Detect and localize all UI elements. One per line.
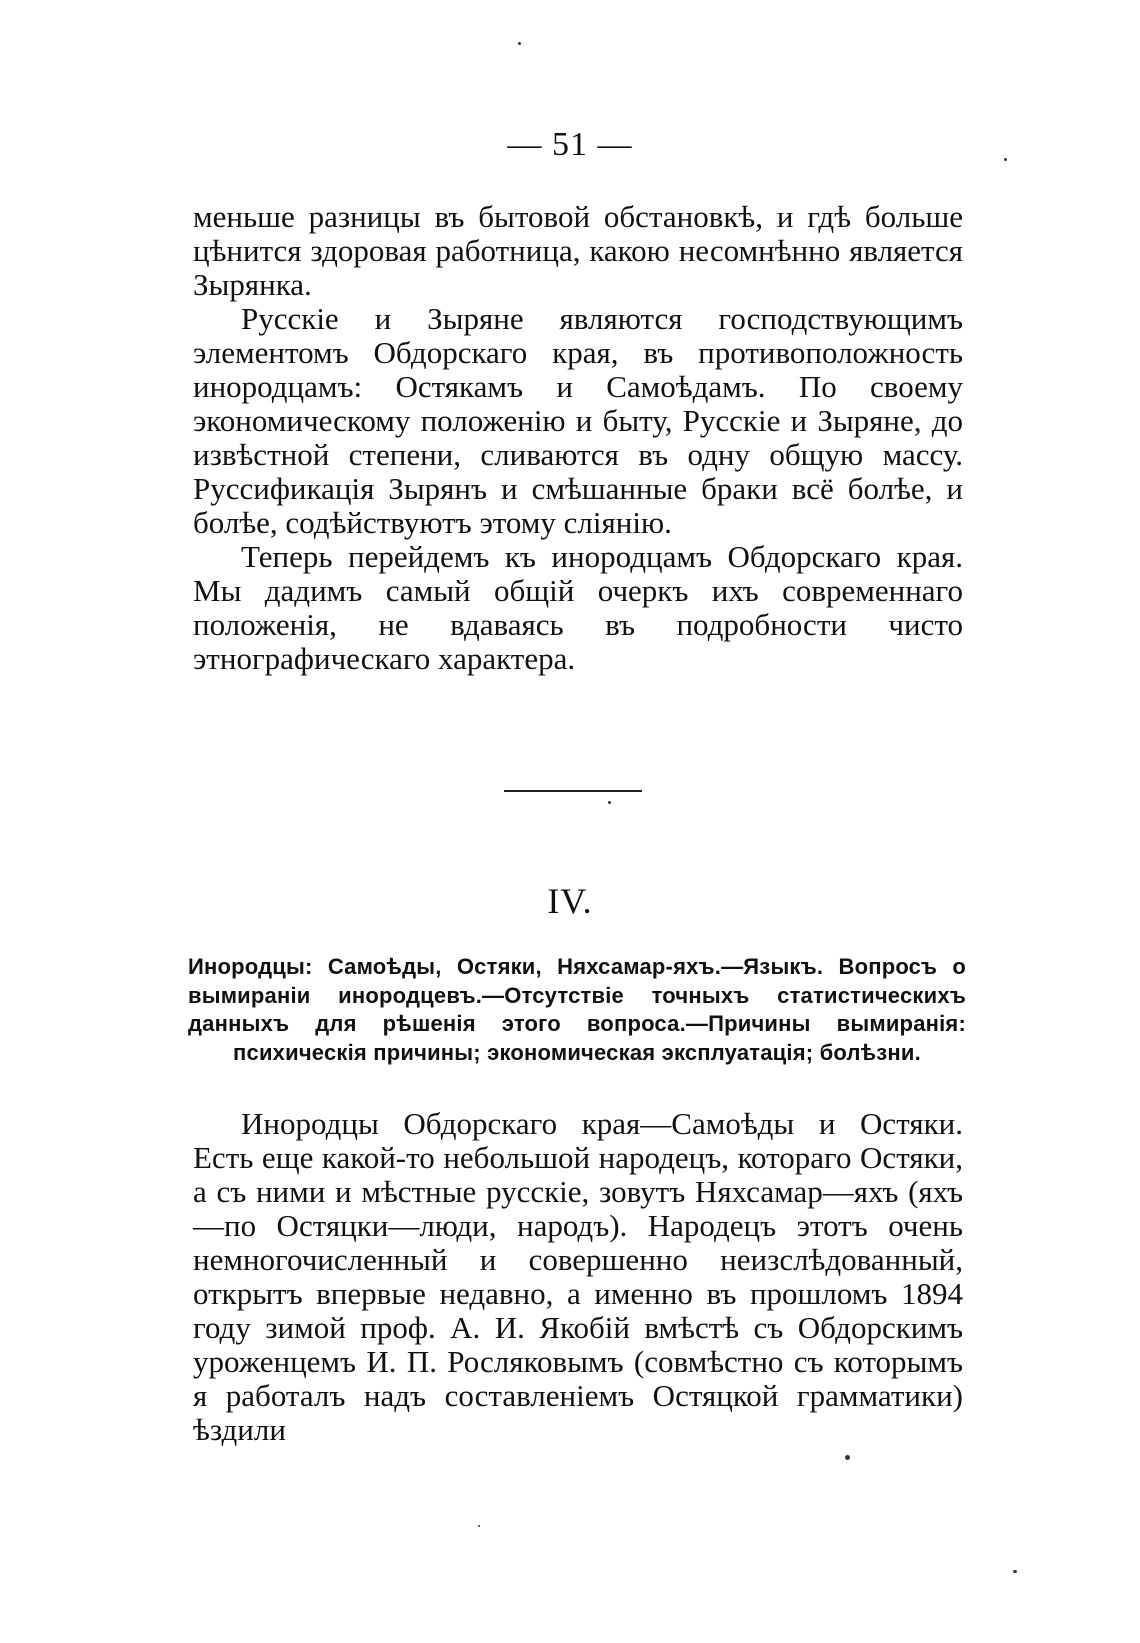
paragraph: Инородцы Обдорскаго края—Самоѣды и Остяки. Есть еще какой-то небольшой народецъ, котораго Остяки, а съ ними и мѣстные русскіе, зовутъ Няхсамар—яхъ (яхъ—по Остяцки—люди, народъ). Народецъ этотъ очень немногочисленный и совершенно неизслѣдованный, открытъ впервые недавно, а именно въ прошломъ 1894 году зимой проф. А. И. Якобій вмѣстѣ съ Обдорскимъ уроженцемъ И. П. Росляковымъ (совмѣстно съ которымъ я работалъ надъ составленіемъ Остяцкой грамматики) ѣздили (193, 1106, 963, 1447)
scan-speck (518, 42, 521, 45)
scan-speck (845, 1455, 850, 1460)
separator-dot (608, 801, 611, 804)
page-number: — 51 — (507, 126, 633, 163)
chapter-heading: IV. (547, 881, 593, 921)
scan-speck (478, 1525, 480, 1527)
scan-speck (1013, 1570, 1017, 1573)
paragraph: меньше разницы въ бытовой обстановкѣ, и гдѣ больше цѣнится здоровая работница, какою несомнѣнно является Зырянка. (193, 199, 963, 302)
top-text-block (193, 200, 963, 676)
scan-speck (1004, 158, 1007, 161)
body-text-block (193, 1107, 963, 1447)
paragraph: Русскіе и Зыряне являются господствующимъ элементомъ Обдорскаго края, въ противоположность инородцамъ: Остякамъ и Самоѣдамъ. По своему экономическому положенію и быту, Русскіе и Зыряне, до извѣстной степени, сливаются въ одну общую массу. Руссификація Зырянъ и смѣшанные браки всё болѣе, и болѣе, содѣйствуютъ этому сліянію. (193, 301, 963, 540)
section-separator (504, 790, 642, 792)
paragraph: Теперь перейдемъ къ инородцамъ Обдорскаго края. Мы дадимъ самый общій очеркъ ихъ современнаго положенія, не вдаваясь въ подробности чисто этнографическаго характера. (193, 539, 963, 676)
chapter-summary: Инородцы: Самоѣды, Остяки, Няхсамар-яхъ.—Языкъ. Вопросъ о вымираніи инородцевъ.—Отсутствіе точныхъ статистическихъ данныхъ для рѣшенія этого вопроса.—Причины вымиранія: психическія причины; экономическая эксплуатація; болѣзни. (188, 954, 966, 1065)
